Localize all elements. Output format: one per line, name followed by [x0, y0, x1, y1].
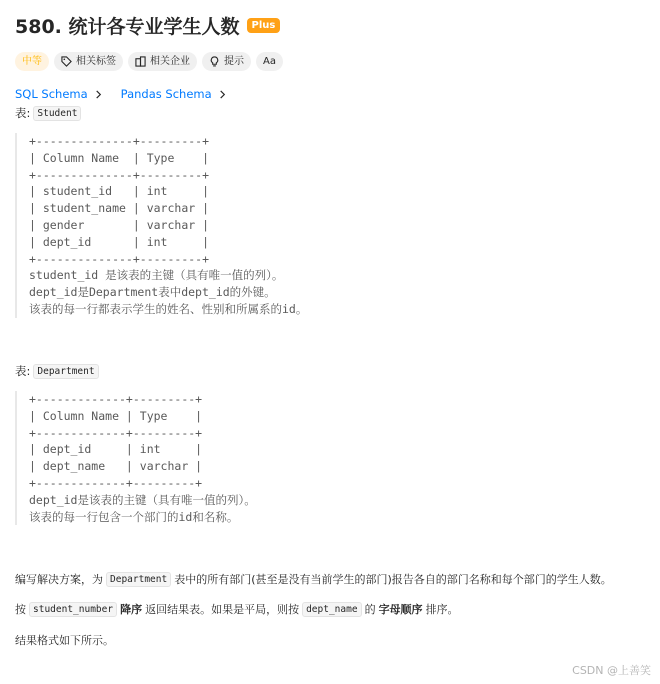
chevron-right-icon [94, 90, 103, 99]
building-icon [135, 56, 146, 67]
student-schema-block [15, 133, 660, 318]
p2-text-mid2: 的 [364, 603, 376, 616]
font-size-label: Aa [263, 56, 276, 67]
lightbulb-icon [209, 56, 220, 67]
p1-text-after: 表中的所有部门(甚至是没有当前学生的部门)报告各自的部门名称和每个部门的学生人数。 [174, 573, 612, 586]
department-schema-text: +-------------+---------+ | Column Name | Type | +-------------+---------+ | dept_id | int | | dept_name | varchar | +-------------+---------+ dept_id是该表的主键（具有唯一值的列）。 该表的每一行包含一个部门的id和名称。 [29, 392, 256, 524]
font-size-button[interactable] [256, 52, 283, 71]
p3-text: 结果格式如下所示。 [15, 634, 114, 647]
tag-icon [61, 56, 72, 67]
p2-text-after: 排序。 [425, 603, 459, 616]
hint-label: 提示 [224, 56, 244, 67]
plus-badge[interactable]: Plus [247, 18, 281, 33]
schema-links [15, 87, 227, 101]
difficulty-tag[interactable]: 中等 [15, 52, 49, 71]
p1-text-before: 编写解决方案，为 [15, 573, 103, 586]
sql-schema-link[interactable] [15, 87, 103, 101]
department-table-prefix: 表: [15, 364, 31, 378]
p2-code-student-number: student_number [29, 602, 117, 617]
description-paragraph-2 [15, 601, 459, 617]
sql-schema-label: SQL Schema [15, 87, 88, 101]
p2-text-before: 按 [15, 603, 26, 616]
tag-bar [15, 52, 283, 71]
related-companies-button[interactable] [128, 52, 197, 71]
pandas-schema-label: Pandas Schema [120, 87, 212, 101]
department-table-name: Department [33, 364, 98, 379]
description-paragraph-3 [15, 632, 114, 648]
p1-code-department: Department [106, 572, 171, 587]
p2-text-mid: 返回结果表。如果是平局，则按 [145, 603, 300, 616]
hint-button[interactable] [202, 52, 251, 71]
related-companies-label: 相关企业 [150, 56, 190, 67]
student-table-prefix: 表: [15, 106, 31, 120]
chevron-right-icon [218, 90, 227, 99]
related-tags-label: 相关标签 [76, 56, 116, 67]
watermark: CSDN @上善笑 [572, 664, 651, 677]
problem-title[interactable]: 580. 统计各专业学生人数 [15, 16, 240, 38]
department-table-label [15, 363, 99, 379]
title-row [15, 12, 280, 39]
student-schema-text: +--------------+---------+ | Column Name | Type | +--------------+---------+ | student_id | int | | student_name | varchar | | gender | varchar | | dept_id | int | +--------------+---------+ student_id 是该表的主键（具有唯一值的列）。 dept_id是Department表中dept_id的外键。 该表的每一行都表示学生的姓名、性别和所属系的id。 [29, 134, 308, 316]
p2-code-dept-name: dept_name [302, 602, 361, 617]
related-tags-button[interactable] [54, 52, 123, 71]
department-schema-block [15, 391, 660, 525]
p2-bold-alpha: 字母顺序 [378, 603, 423, 616]
student-table-name: Student [33, 106, 81, 121]
pandas-schema-link[interactable] [121, 87, 227, 101]
description-paragraph-1 [15, 571, 612, 587]
student-table-label [15, 105, 81, 121]
p2-bold-desc: 降序 [120, 603, 143, 616]
